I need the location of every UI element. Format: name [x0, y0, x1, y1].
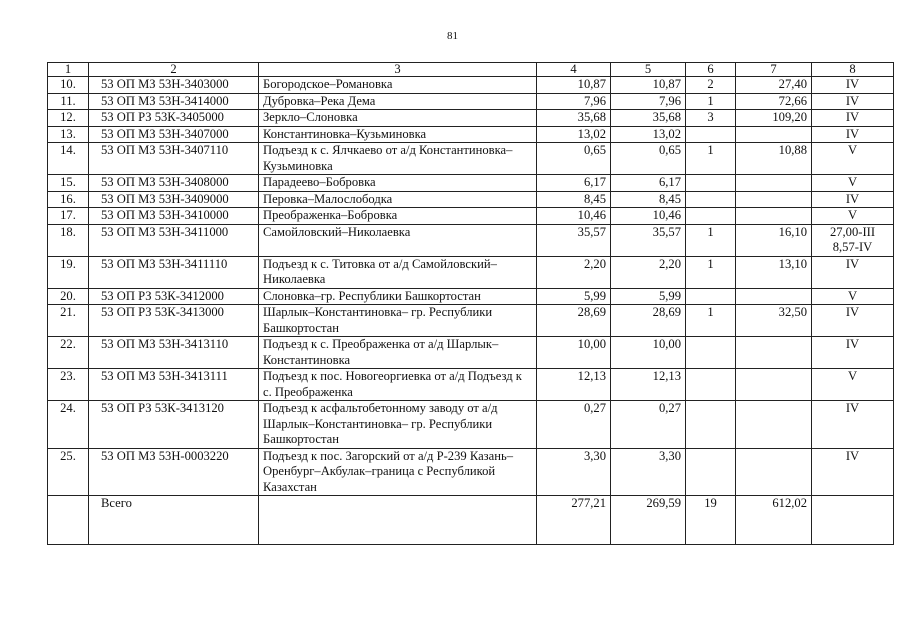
road-category-cell: IV: [812, 191, 894, 208]
table-row: [48, 401, 894, 449]
total-empty-cell: [259, 496, 537, 545]
length-paved-cell: 2,20: [611, 256, 686, 288]
road-category-cell: 27,00-III 8,57-IV: [812, 224, 894, 256]
road-name-cell: Подъезд к с. Преображенка от а/д Шарлык–Константиновка: [259, 337, 537, 369]
total-label-cell: Всего: [89, 496, 259, 545]
row-number-cell: 23.: [48, 369, 89, 401]
bridges-count-cell: 1: [686, 93, 736, 110]
row-number-cell: 21.: [48, 305, 89, 337]
road-code-cell: 53 ОП МЗ 53Н-3403000: [89, 77, 259, 94]
bridges-length-cell: 109,20: [736, 110, 812, 127]
length-paved-cell: 0,27: [611, 401, 686, 449]
road-code-cell: 53 ОП МЗ 53Н-3407000: [89, 126, 259, 143]
road-category-cell: IV: [812, 305, 894, 337]
row-number-cell: 13.: [48, 126, 89, 143]
table-row: [48, 256, 894, 288]
length-total-cell: 6,17: [537, 175, 611, 192]
length-total-cell: 13,02: [537, 126, 611, 143]
table-row: [48, 288, 894, 305]
road-name-cell: Подъезд к асфальтобетонному заводу от а/д Шарлык–Константиновка– гр. Республики Башкортостан: [259, 401, 537, 449]
road-code-cell: 53 ОП РЗ 53К-3405000: [89, 110, 259, 127]
table-row: [48, 369, 894, 401]
road-name-cell: Подъезд к пос. Новогеоргиевка от а/д Подъезд к с. Преображенка: [259, 369, 537, 401]
table-row: [48, 143, 894, 175]
table-row: [48, 110, 894, 127]
table-row: [48, 224, 894, 256]
row-number-cell: 24.: [48, 401, 89, 449]
road-category-cell: IV: [812, 337, 894, 369]
row-number-cell: 18.: [48, 224, 89, 256]
row-number-cell: 14.: [48, 143, 89, 175]
road-category-cell: V: [812, 175, 894, 192]
road-category-cell: IV: [812, 93, 894, 110]
table-row: [48, 208, 894, 225]
bridges-length-cell: [736, 401, 812, 449]
table-row: [48, 448, 894, 496]
header-cell: 7: [736, 63, 812, 77]
road-category-cell: V: [812, 143, 894, 175]
road-code-cell: 53 ОП МЗ 53Н-3408000: [89, 175, 259, 192]
road-name-cell: Дубровка–Река Дема: [259, 93, 537, 110]
header-cell: 6: [686, 63, 736, 77]
road-name-cell: Зеркло–Слоновка: [259, 110, 537, 127]
total-bridges-count-cell: 19: [686, 496, 736, 545]
bridges-length-cell: 27,40: [736, 77, 812, 94]
road-code-cell: 53 ОП МЗ 53Н-3414000: [89, 93, 259, 110]
length-total-cell: 10,46: [537, 208, 611, 225]
table-row: [48, 175, 894, 192]
row-number-cell: 15.: [48, 175, 89, 192]
length-paved-cell: 5,99: [611, 288, 686, 305]
road-name-cell: Самойловский–Николаевка: [259, 224, 537, 256]
road-code-cell: 53 ОП МЗ 53Н-3409000: [89, 191, 259, 208]
road-category-cell: IV: [812, 448, 894, 496]
bridges-count-cell: 1: [686, 256, 736, 288]
bridges-count-cell: [686, 369, 736, 401]
length-total-cell: 35,68: [537, 110, 611, 127]
header-cell: 8: [812, 63, 894, 77]
road-code-cell: 53 ОП МЗ 53Н-3413111: [89, 369, 259, 401]
length-paved-cell: 3,30: [611, 448, 686, 496]
length-total-cell: 5,99: [537, 288, 611, 305]
length-total-cell: 0,27: [537, 401, 611, 449]
length-paved-cell: 28,69: [611, 305, 686, 337]
total-paved-cell: 269,59: [611, 496, 686, 545]
header-row: [48, 63, 894, 77]
header-cell: 5: [611, 63, 686, 77]
table-row: [48, 305, 894, 337]
table-row: [48, 93, 894, 110]
bridges-length-cell: 16,10: [736, 224, 812, 256]
length-total-cell: 12,13: [537, 369, 611, 401]
row-number-cell: 22.: [48, 337, 89, 369]
header-cell: 1: [48, 63, 89, 77]
road-name-cell: Парадеево–Бобровка: [259, 175, 537, 192]
bridges-length-cell: 32,50: [736, 305, 812, 337]
length-paved-cell: 35,57: [611, 224, 686, 256]
bridges-count-cell: [686, 288, 736, 305]
page-number: 81: [447, 30, 458, 42]
bridges-count-cell: [686, 401, 736, 449]
bridges-count-cell: 2: [686, 77, 736, 94]
road-name-cell: Слоновка–гр. Республики Башкортостан: [259, 288, 537, 305]
total-empty-cell: [812, 496, 894, 545]
road-category-cell: V: [812, 288, 894, 305]
row-number-cell: 16.: [48, 191, 89, 208]
road-name-cell: Подъезд к с. Титовка от а/д Самойловский–Николаевка: [259, 256, 537, 288]
road-name-cell: Подъезд к с. Ялчкаево от а/д Константиновка–Кузьминовка: [259, 143, 537, 175]
bridges-length-cell: [736, 191, 812, 208]
bridges-count-cell: [686, 337, 736, 369]
length-total-cell: 10,87: [537, 77, 611, 94]
length-total-cell: 10,00: [537, 337, 611, 369]
table-row: [48, 337, 894, 369]
road-name-cell: Подъезд к пос. Загорский от а/д Р-239 Казань–Оренбург–Акбулак–граница с Республикой Казахстан: [259, 448, 537, 496]
road-code-cell: 53 ОП РЗ 53К-3413120: [89, 401, 259, 449]
road-category-cell: IV: [812, 110, 894, 127]
road-category-cell: V: [812, 369, 894, 401]
roads-table: [47, 62, 894, 545]
road-category-cell: IV: [812, 77, 894, 94]
row-number-cell: 17.: [48, 208, 89, 225]
road-code-cell: 53 ОП РЗ 53К-3413000: [89, 305, 259, 337]
length-total-cell: 8,45: [537, 191, 611, 208]
bridges-count-cell: [686, 175, 736, 192]
road-code-cell: 53 ОП МЗ 53Н-3407110: [89, 143, 259, 175]
bridges-length-cell: [736, 448, 812, 496]
row-number-cell: 20.: [48, 288, 89, 305]
total-empty-cell: [48, 496, 89, 545]
length-total-cell: 35,57: [537, 224, 611, 256]
bridges-length-cell: [736, 208, 812, 225]
road-category-cell: V: [812, 208, 894, 225]
bridges-count-cell: [686, 448, 736, 496]
total-bridges-length-cell: 612,02: [736, 496, 812, 545]
bridges-length-cell: [736, 288, 812, 305]
road-code-cell: 53 ОП РЗ 53К-3412000: [89, 288, 259, 305]
length-paved-cell: 35,68: [611, 110, 686, 127]
road-category-cell: IV: [812, 256, 894, 288]
length-total-cell: 7,96: [537, 93, 611, 110]
road-name-cell: Константиновка–Кузьминовка: [259, 126, 537, 143]
bridges-count-cell: 3: [686, 110, 736, 127]
table-row: [48, 191, 894, 208]
road-category-cell: IV: [812, 401, 894, 449]
bridges-count-cell: [686, 191, 736, 208]
total-row: [48, 496, 894, 545]
bridges-length-cell: 10,88: [736, 143, 812, 175]
total-length-cell: 277,21: [537, 496, 611, 545]
road-name-cell: Преображенка–Бобровка: [259, 208, 537, 225]
length-paved-cell: 10,87: [611, 77, 686, 94]
row-number-cell: 12.: [48, 110, 89, 127]
road-code-cell: 53 ОП МЗ 53Н-3410000: [89, 208, 259, 225]
length-paved-cell: 12,13: [611, 369, 686, 401]
row-number-cell: 11.: [48, 93, 89, 110]
length-total-cell: 28,69: [537, 305, 611, 337]
bridges-count-cell: 1: [686, 143, 736, 175]
bridges-length-cell: 13,10: [736, 256, 812, 288]
road-name-cell: Шарлык–Константиновка– гр. Республики Башкортостан: [259, 305, 537, 337]
row-number-cell: 25.: [48, 448, 89, 496]
bridges-length-cell: [736, 175, 812, 192]
length-total-cell: 3,30: [537, 448, 611, 496]
header-cell: 3: [259, 63, 537, 77]
road-name-cell: Перовка–Малослободка: [259, 191, 537, 208]
bridges-count-cell: 1: [686, 305, 736, 337]
road-code-cell: 53 ОП МЗ 53Н-3411000: [89, 224, 259, 256]
header-cell: 2: [89, 63, 259, 77]
length-paved-cell: 6,17: [611, 175, 686, 192]
table-body: [48, 77, 894, 545]
length-total-cell: 0,65: [537, 143, 611, 175]
bridges-length-cell: [736, 126, 812, 143]
row-number-cell: 19.: [48, 256, 89, 288]
road-code-cell: 53 ОП МЗ 53Н-0003220: [89, 448, 259, 496]
bridges-count-cell: [686, 126, 736, 143]
table-row: [48, 77, 894, 94]
table-row: [48, 126, 894, 143]
bridges-count-cell: [686, 208, 736, 225]
length-paved-cell: 7,96: [611, 93, 686, 110]
road-name-cell: Богородское–Романовка: [259, 77, 537, 94]
bridges-length-cell: [736, 369, 812, 401]
bridges-count-cell: 1: [686, 224, 736, 256]
bridges-length-cell: [736, 337, 812, 369]
length-total-cell: 2,20: [537, 256, 611, 288]
road-category-cell: IV: [812, 126, 894, 143]
length-paved-cell: 0,65: [611, 143, 686, 175]
length-paved-cell: 10,46: [611, 208, 686, 225]
bridges-length-cell: 72,66: [736, 93, 812, 110]
row-number-cell: 10.: [48, 77, 89, 94]
length-paved-cell: 8,45: [611, 191, 686, 208]
length-paved-cell: 13,02: [611, 126, 686, 143]
length-paved-cell: 10,00: [611, 337, 686, 369]
road-code-cell: 53 ОП МЗ 53Н-3411110: [89, 256, 259, 288]
header-cell: 4: [537, 63, 611, 77]
road-code-cell: 53 ОП МЗ 53Н-3413110: [89, 337, 259, 369]
